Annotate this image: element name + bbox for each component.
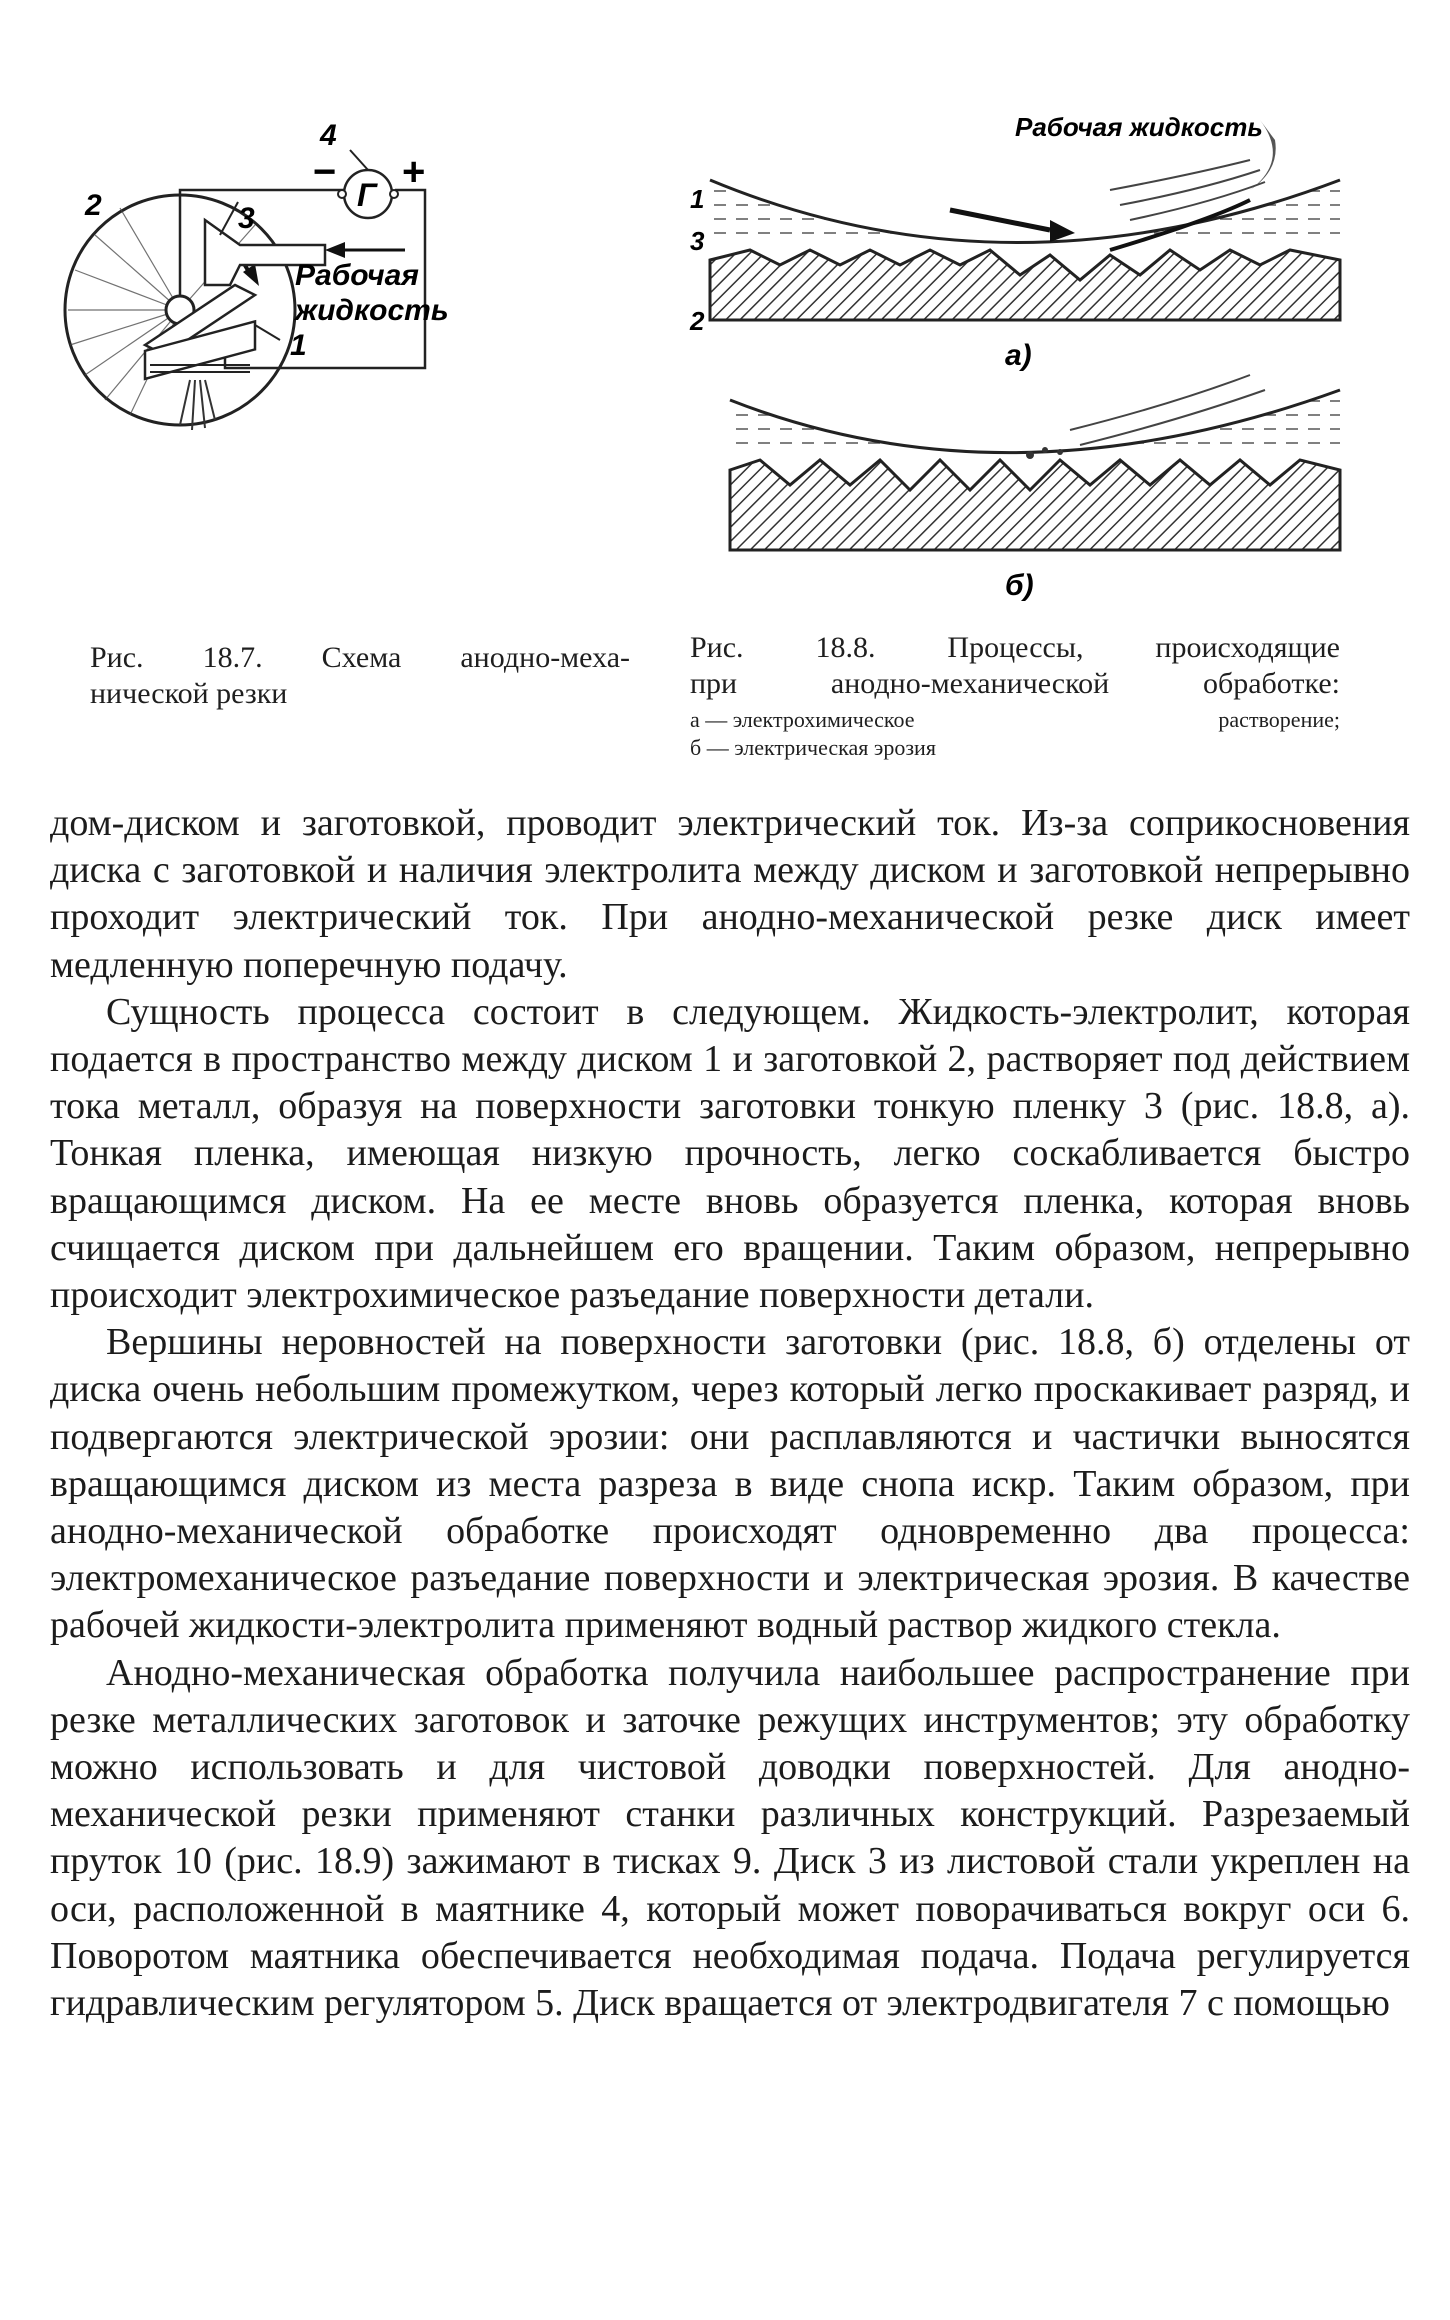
figure-18-7-diagram [55,119,655,630]
fig7-fluid-label-line2: жидкость [295,294,449,327]
plus-sign: + [402,150,426,194]
generator-label: Г [357,177,377,213]
fig7-label-2: 2 [85,189,102,222]
paragraph: Вершины неровностей на поверхности заготовки (рис. 18.8, б) отделены от диска очень небольшим промежутком, через который легко проскакивает разряд, и подвергаются электрической эрозии: они расплавляются и частички выносятся вращающимся диском из места разреза в виде снопа искр. Таким образом, при анодно-механической обработке происходят одновременно два процесса: электромеханическое разъедание поверхности и электрическая эрозия. В качестве рабочей жидкости-электролита применяют водный раствор жидкого стекла. [50,1321,1410,1647]
panel-a [710,160,1340,320]
fig8-caption-line1: Рис. 18.8. Процессы, происходящие [690,631,1340,664]
fig8-label-2: 2 [690,306,705,336]
panel-b-label: б) [1005,569,1034,602]
fig7-fluid-label-line1: Рабочая [295,259,419,292]
paragraph: Сущность процесса состоит в следующем. Жидкость-электролит, которая подается в пространство между диском 1 и заготовкой 2, растворяет под действием тока металл, образуя на поверхности заготовки тонкую пленку 3 (рис. 18.8, а). Тонкая пленка, имеющая низкую прочность, легко соскабливается быстро вращающимся диском. На ее месте вновь образуется пленка, которая вновь счищается диском при дальнейшем его вращении. Таким образом, непрерывно происходит электрохимическое разъедание поверхности детали. [50,990,1410,1317]
fig8-label-1: 1 [690,184,705,214]
minus-sign: − [313,150,337,194]
fig8-caption-line2: при анодно-механической обработке: [690,667,1340,700]
fig7-label-1: 1 [290,329,307,362]
paragraph: дом-диском и заготовкой, проводит электрический ток. Из-за соприкосновения диска с заготовкой и наличия электролита между диском и заготовкой непрерывно проходит электрический ток. При анодно-механической резке диск имеет медленную поперечную подачу. [50,802,1410,986]
legend-a-right: растворение; [1218,707,1340,732]
fig8-legend [690,706,1340,762]
fig7-caption-line2: нической резки [90,677,288,710]
legend-a-left: а — электрохимическое [690,707,915,732]
panel-b [730,375,1340,550]
fig7-label-3: 3 [238,202,255,235]
paragraph: Анодно-механическая обработка получила наибольшее распространение при резке металлических заготовок и заточке режущих инструментов; эту обработку можно использовать и для чистовой доводки поверхностей. Для анодно-механической резки применяют станки различных конструкций. Разрезаемый пруток 10 (рис. 18.9) зажимают в тисках 9. Диск 3 из листовой стали укреплен на оси, расположенной в маятнике 4, который может поворачиваться вокруг оси 6. Поворотом маятника обеспечивается необходимая подача. Подача регулируется гидравлическим регулятором 5. Диск вращается от электродвигателя 7 с помощью [50,1651,1410,2025]
figure-18-8-caption [690,630,1340,762]
body-text [50,800,1410,2027]
fig8-label-3: 3 [690,226,705,256]
panel-a-label: а) [1005,339,1032,372]
legend-b: б — электрическая эрозия [690,735,936,760]
fig7-caption-line1: Рис. 18.7. Схема анодно-меха- [90,641,630,674]
fig8-fluid-label: Рабочая жидкость [1015,112,1263,142]
figure-18-7-caption [90,640,630,712]
fig7-label-4: 4 [320,119,337,152]
figure-18-8-diagram [690,100,1350,620]
